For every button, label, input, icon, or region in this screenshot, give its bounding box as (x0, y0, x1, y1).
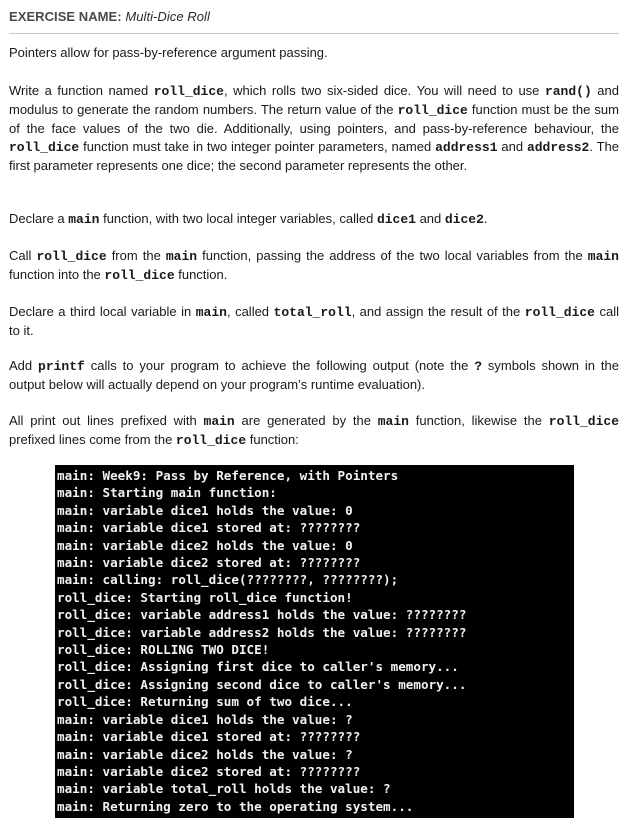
terminal-line: main: Week9: Pass by Reference, with Pointers (57, 468, 399, 483)
intro-paragraph: Pointers allow for pass-by-reference argument passing. (9, 45, 328, 60)
heading-divider (9, 33, 619, 34)
terminal-line: roll_dice: variable address1 holds the value: ???????? (57, 607, 467, 623)
terminal-line: main: Returning zero to the operating system... (57, 798, 414, 814)
terminal-line: roll_dice: Returning sum of two dice... (57, 694, 353, 710)
terminal-text (55, 465, 574, 815)
terminal-line: roll_dice: Assigning first dice to caller's memory... (57, 659, 459, 675)
terminal-line: main: variable dice2 holds the value: ? (57, 746, 353, 762)
terminal-line: main: Starting main function: (57, 485, 277, 501)
printf-paragraph: Add printf calls to your program to achieve the following output (note the ? symbols shown in the output below will actually depend on your program’s runtime evaluation). (9, 358, 619, 392)
roll-dice-description-paragraph: Write a function named roll_dice, which rolls two six-sided dice. You will need to use rand() and modulus to generate the random numbers. The return value of the roll_dice function must be the sum of the face values of the two die. Additionally, using pointers, and pass-by-reference behaviour, the roll_dice function must take in two integer pointer parameters, named address1 and address2. The first parameter represents one dice; the second parameter represents the other. (9, 83, 620, 173)
call-roll-dice-paragraph: Call roll_dice from the main function, passing the address of the two local variables from the main function into the roll_dice function. (9, 248, 619, 283)
terminal-output (55, 465, 574, 818)
terminal-line: main: variable total_roll holds the value: ? (57, 781, 391, 797)
total-roll-paragraph: Declare a third local variable in main, called total_roll, and assign the result of the roll_dice call to it. (9, 304, 619, 338)
terminal-line: roll_dice: ROLLING TWO DICE! (57, 642, 270, 658)
terminal-line: roll_dice: Starting roll_dice function! (57, 589, 353, 605)
terminal-line: main: calling: roll_dice(????????, ????????); (57, 572, 399, 588)
terminal-line: main: variable dice2 stored at: ???????? (57, 763, 361, 779)
terminal-line: main: variable dice1 holds the value: ? (57, 711, 353, 727)
terminal-line: main: variable dice1 stored at: ???????? (57, 520, 361, 536)
prefix-explanation-paragraph: All print out lines prefixed with main are generated by the main function, likewise the roll_dice prefixed lines come from the roll_dice function: (9, 413, 619, 448)
terminal-line: roll_dice: variable address2 holds the value: ???????? (57, 624, 467, 640)
main-declaration-paragraph: Declare a main function, with two local integer variables, called dice1 and dice2. (9, 211, 488, 227)
terminal-line: roll_dice: Assigning second dice to caller's memory... (57, 676, 467, 692)
terminal-line: main: variable dice2 stored at: ???????? (57, 555, 361, 571)
exercise-name-heading (9, 9, 210, 24)
terminal-line: main: variable dice1 stored at: ???????? (57, 729, 361, 745)
terminal-line: main: variable dice2 holds the value: 0 (57, 537, 353, 553)
terminal-line: main: variable dice1 holds the value: 0 (57, 502, 353, 518)
exercise-name-label: EXERCISE NAME: (9, 9, 122, 24)
exercise-name-value: Multi-Dice Roll (125, 9, 210, 24)
